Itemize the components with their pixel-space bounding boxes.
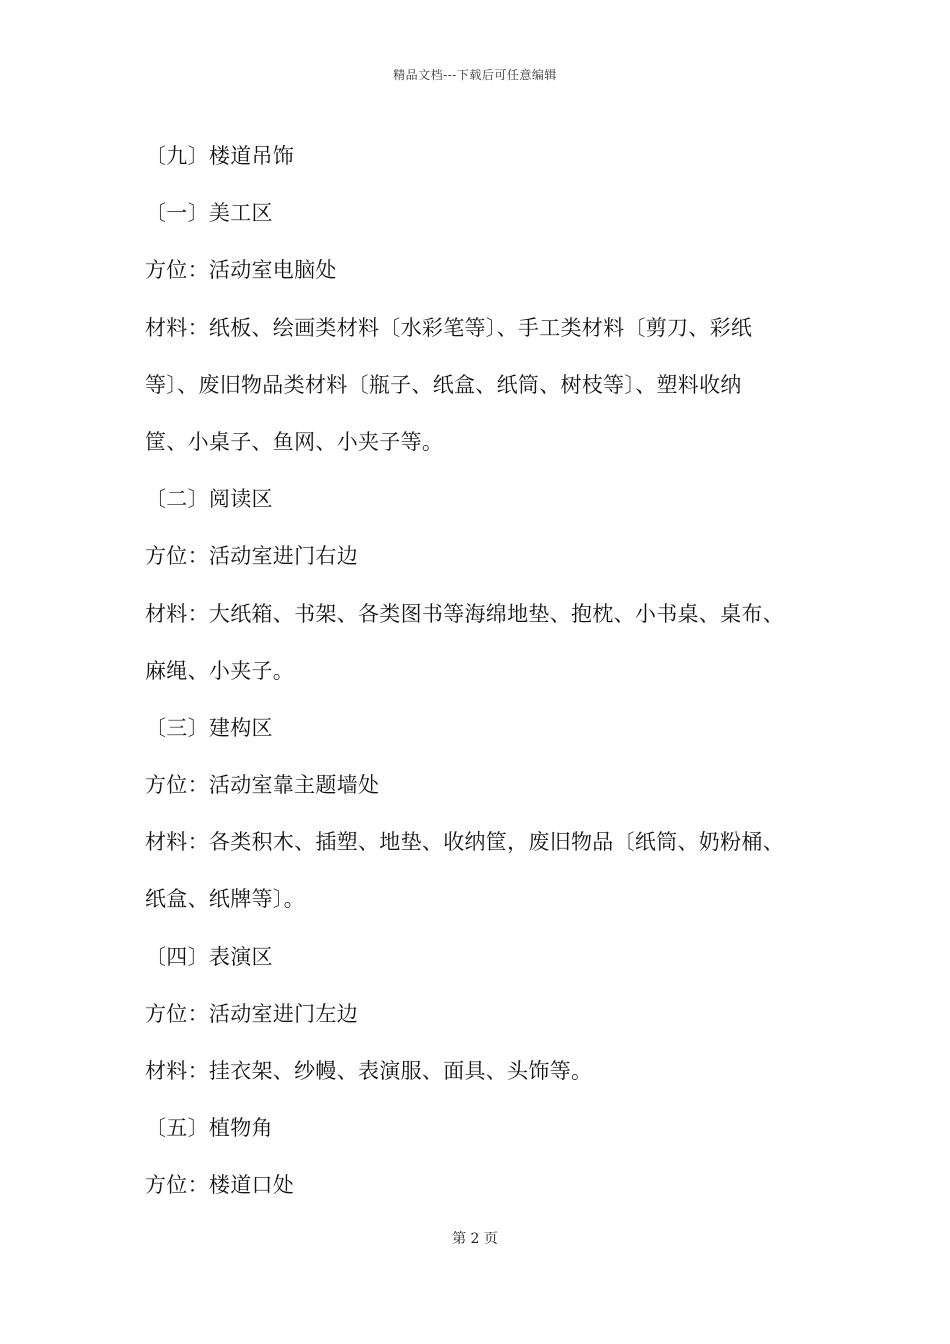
location-line: 方位：活动室进门右边 — [145, 544, 358, 569]
section-heading: 〔五〕植物角 — [145, 1116, 273, 1141]
location-line: 方位：楼道口处 — [145, 1173, 295, 1198]
materials-line: 材料：各类积木、插塑、地垫、收纳筐，废旧物品〔纸筒、奶粉桶、 — [145, 830, 784, 855]
section-heading: 〔三〕建构区 — [145, 715, 273, 740]
section-heading: 〔四〕表演区 — [145, 944, 273, 969]
materials-line: 材料：大纸箱、书架、各类图书等海绵地垫、抱枕、小书桌、桌布、 — [145, 601, 784, 626]
section-heading: 〔九〕楼道吊饰 — [145, 144, 295, 168]
materials-line: 筐、小桌子、鱼网、小夹子等。 — [145, 429, 444, 454]
location-line: 方位：活动室靠主题墙处 — [145, 773, 380, 798]
document-body — [145, 128, 825, 1215]
page-number: 第 2 页 — [452, 1231, 498, 1247]
section-heading: 〔二〕阅读区 — [145, 487, 273, 512]
materials-line: 等〕、废旧物品类材料〔瓶子、纸盒、纸筒、树枝等〕、塑料收纳 — [145, 372, 742, 397]
materials-line: 材料：挂衣架、纱幔、表演服、面具、头饰等。 — [145, 1059, 593, 1083]
location-line: 方位：活动室进门左边 — [145, 1001, 358, 1026]
location-line: 方位：活动室电脑处 — [145, 258, 337, 283]
page-header: 精品文档---下载后可任意编辑 — [393, 68, 557, 82]
section-heading: 〔一〕美工区 — [145, 201, 273, 226]
materials-line: 纸盒、纸牌等〕。 — [145, 887, 305, 912]
materials-line: 材料：纸板、绘画类材料〔水彩笔等〕、手工类材料〔剪刀、彩纸 — [145, 315, 753, 340]
materials-line: 麻绳、小夹子。 — [145, 658, 295, 683]
